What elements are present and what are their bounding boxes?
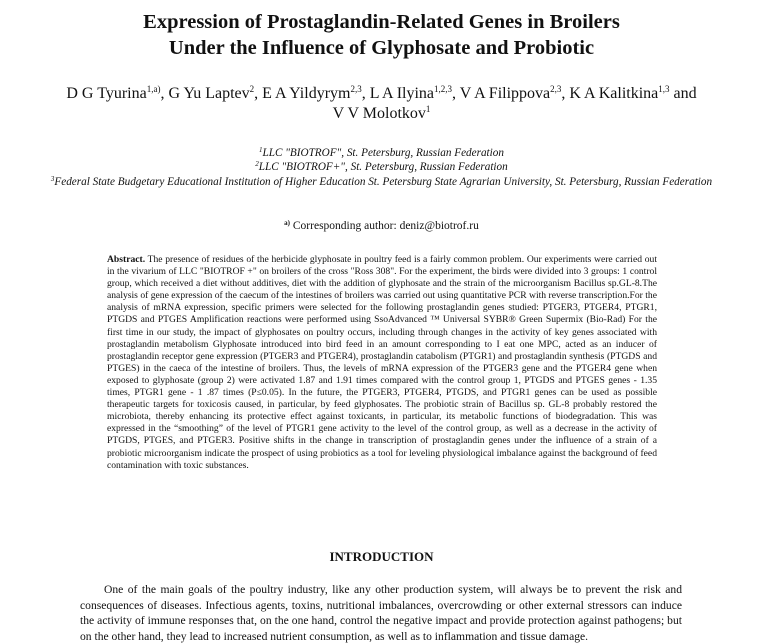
author-name: E A Yildyrym xyxy=(262,85,351,102)
author-name: G Yu Laptev xyxy=(168,85,250,102)
affiliation-text: LLC "BIOTROF", St. Petersburg, Russian Federation xyxy=(262,147,504,159)
affiliation-marker: 3 xyxy=(50,174,55,183)
author-affiliation-marker: 1 xyxy=(425,104,431,114)
title-line-2: Under the Influence of Glyphosate and Probiotic xyxy=(168,37,595,59)
author-name: V V Molotkov xyxy=(332,105,426,122)
corresponding-marker: a) xyxy=(284,219,291,227)
affiliation-text: LLC "BIOTROF+", St. Petersburg, Russian Federation xyxy=(258,161,508,174)
affiliation xyxy=(20,146,743,160)
author-affiliation-marker: 2,3 xyxy=(550,84,562,94)
corresponding-author xyxy=(60,219,703,233)
affiliation-marker: 1 xyxy=(259,146,263,154)
author-affiliation-marker: 2 xyxy=(249,84,255,94)
introduction-paragraph: One of the main goals of the poultry industry, like any other production system, will always be to prevent the risk and consequences of diseases. Infectious agents, toxins, nutritional imbalances, overcrowding or other external stressors can induce the activity of immune responses that, on the one hand, control the negative impact and provide protection against pathogens; but on the other hand, they lead to increased nutrient consumption, as well as to inflammation and tissue damage. xyxy=(80,583,682,643)
author-name: L A Ilyina xyxy=(369,85,435,102)
introduction-body xyxy=(80,582,682,643)
affiliation xyxy=(20,160,743,174)
paper-title xyxy=(40,9,723,61)
abstract xyxy=(107,254,657,472)
author-affiliation-marker: 1,a) xyxy=(146,84,161,94)
abstract-text: The presence of residues of the herbicide glyphosate in poultry feed is a fairly common problem. Our experiments were carried out in the vivarium of LLC "BIOTROF +" on broilers of the cross "Ross 308". For the experiment, the birds were divided into 3 groups: 1 control group, which received a diet without additives, diet with the addition of glyphosate and the strain of the microorganism Bacillus sp.GL-8.The analysis of gene expression of the caecum of the intestines of broilers was carried out using quantitative PCR with reverse transcription.For the analysis of mRNA expression, specific primers were selected for the following prostaglandin genes studied: PTGER3, PTGER4, PTGR1, PTGDS and PTGES Amplification reactions were performed using SsoAdvanced ™ Universal SYBR® Green Supermix (Bio-Rad) For the first time in our study, the impact of glyphosates on poultry occurs, including through changes in the activity of key genes associated with prostaglandin metabolism Glyphosate introduced into bird feed in an amount corresponding to I eat one MPC, acted as an inducer of prostaglandin receptor gene expression (PTGER3 and PTGER4), prostaglandin catabolism (PTGR1) and prostaglandin synthesis (PTGDS and PTGES) in the caeca of the intestine of broilers. Thus, the levels of mRNA expression of the PTGER3 gene and the PTGER4 gene when exposed to glyphosate (group 2) were activated 1.87 and 1.91 times compared with the control group 1, PTGDS and PTGES genes - 1.35 times, PTGR1 gene - 1 .87 times (P≤0.05). In the future, the PTGER3, PTGER4, PTGDS, and PTGR1 genes can be used as possible therapeutic targets for toxicosis caused, in particular, by feed glyphosates. The probiotic strain of Bacillus sp. GL-8 probably restored the microbiota, thereby enhancing its protective effect against toxicants, in particular, its metabolic functions of biodegradation. This was expressed in the “smoothing” of the level of PTGR1 gene activity to the level of the control group, as well as a decrease in the activity of PTGDS, PTGES, and PTGER3. Positive shifts in the change in transcription of prostaglandin genes under the influence of a strain of a probiotic microorganism indicate the prospect of using probiotics as a tool for leveling physiological imbalance against the background of feed contamination with toxic substances. xyxy=(107,254,657,471)
title-line-1: Expression of Prostaglandin-Related Genes in Broilers xyxy=(143,11,620,33)
affiliation-marker: 2 xyxy=(255,160,259,169)
author-affiliation-marker: 1,3 xyxy=(658,84,670,94)
author-name: V A Filippova xyxy=(459,85,551,102)
corresponding-email: Corresponding author: deniz@biotrof.ru xyxy=(292,220,479,232)
author-affiliation-marker: 1,2,3 xyxy=(434,84,453,94)
author-list: D G Tyurina$^{1,a)}$, G Yu Laptev$^2$, E A Yildyrym$^{2,3}$, L A Ilyina$^{1,2,3}$, V A Filippova$^{2,3}$, K A Kalitkina$^{1,3}$ and V V Molotkov$^1$ xyxy=(66,84,697,122)
affiliation-text: Federal State Budgetary Educational Institution of Higher Education St. Petersburg State Agrarian University, St. Petersburg, Russian Federation xyxy=(54,175,713,188)
section-heading-introduction: INTRODUCTION xyxy=(329,549,434,564)
author-name: D G Tyurina xyxy=(66,85,147,102)
abstract-label: Abstract. xyxy=(107,254,146,265)
author-name: K A Kalitkina xyxy=(569,85,659,102)
author-affiliation-marker: 2,3 xyxy=(350,84,362,94)
affiliation xyxy=(20,175,743,189)
affiliation-list xyxy=(20,146,743,189)
